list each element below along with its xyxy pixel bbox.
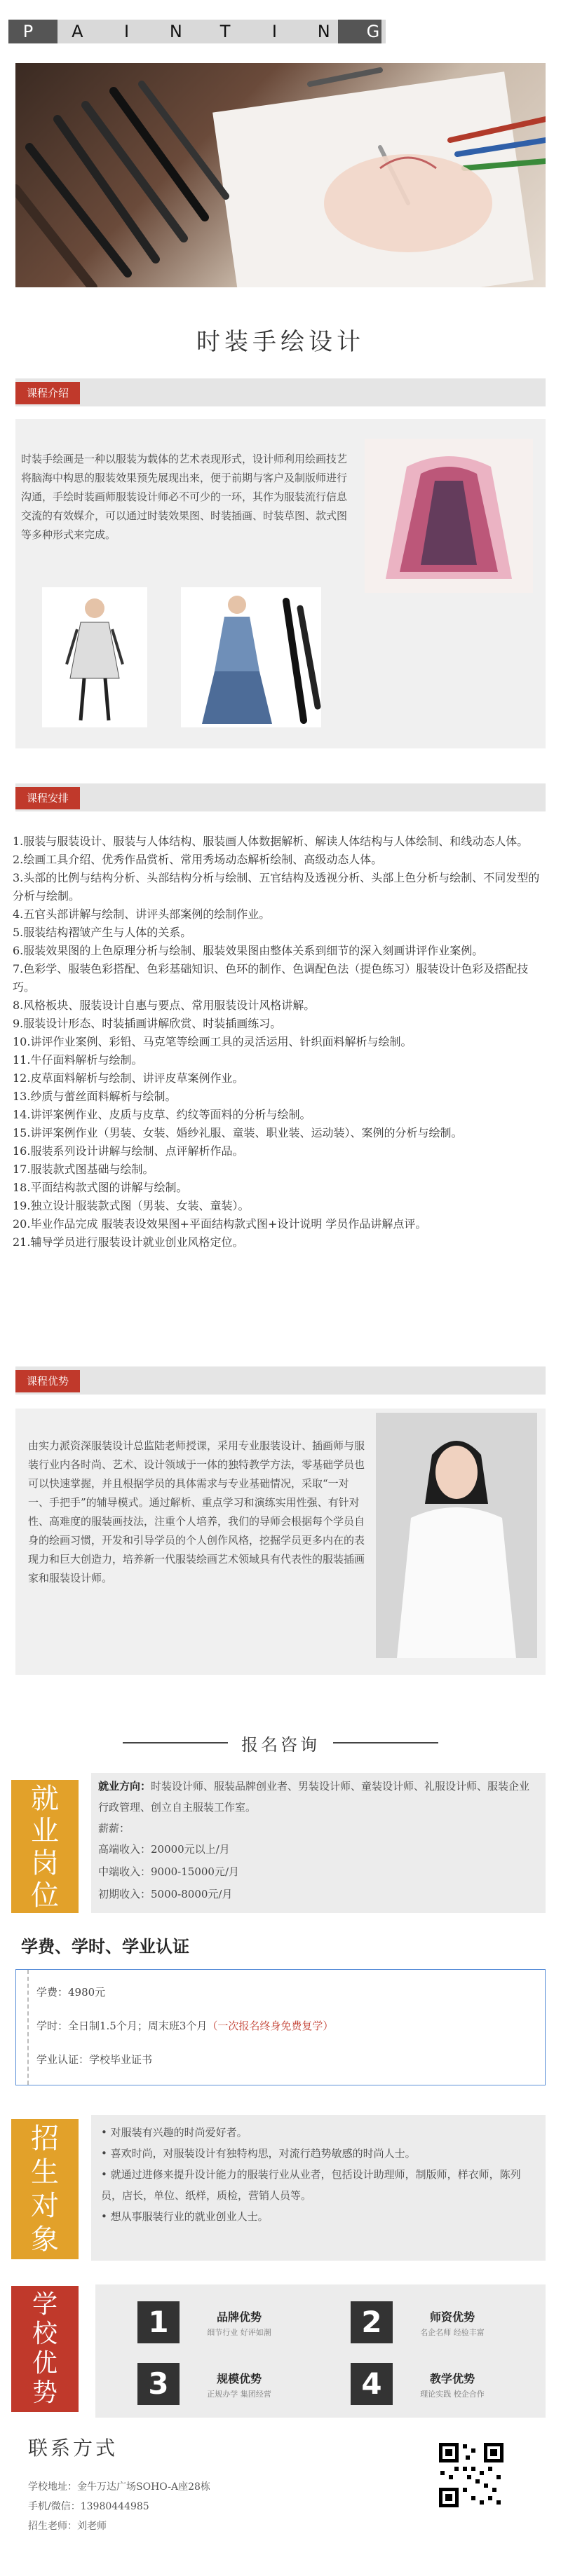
recruit-item-text: 就通过进修来提升设计能力的服装行业从业者，包括设计助理师，制版师，样衣师，陈列员，店长，单位、纸样，质检，营销人员等。 (101, 2168, 521, 2202)
card-sub: 细节行业 好评如潮 (207, 2328, 271, 2337)
fee-duration-main: 学时：全日制1.5个月；周末班3个月 (36, 2020, 208, 2032)
recruit-box (11, 2119, 79, 2259)
fee-duration (36, 2015, 333, 2036)
list-item: 9.服装设计形态、时装插画讲解欣赏、时装插画练习。 (13, 1017, 282, 1030)
contact-address: 学校地址：金牛万达广场SOHO-A座28栋 (28, 2481, 210, 2493)
teacher-photo (376, 1413, 537, 1658)
list-item: • 喜欢时尚，对服装设计有独特构思，对流行趋势敏感的时尚人士。 (101, 2147, 416, 2160)
advantage-card (137, 2349, 317, 2419)
hero-pencils-illustration (15, 63, 546, 287)
list-item: 5.服装结构褶皱产生与人体的关系。 (13, 926, 192, 939)
list-item: 8.风格板块、服装设计自惠与要点、常用服装设计风格讲解。 (13, 999, 316, 1012)
header-letter: T (219, 22, 231, 41)
card-sub: 名企名师 经验丰富 (420, 2328, 485, 2337)
advantage-band (15, 1366, 546, 1395)
consult-title: 报名咨询 (0, 1731, 561, 1755)
list-item: 20.毕业作品完成 服装表设效果图+平面结构款式图+设计说明 学员作品讲解点评。 (13, 1217, 427, 1231)
school-box (11, 2286, 79, 2412)
header-letter: N (169, 22, 182, 41)
salary-label: 薪薪： (98, 1822, 130, 1835)
contact-teacher: 招生老师：刘老师 (28, 2521, 107, 2532)
hero-image (15, 63, 546, 287)
list-item: • 就通过进修来提升设计能力的服装行业从业者，包括设计助理师，制版师，样衣师，陈列员，店长，单位、纸样，质检，营销人员等。 (101, 2168, 521, 2202)
recruit-list (101, 2122, 536, 2227)
advantage-card (351, 2349, 530, 2419)
arrange-tag: 课程安排 (15, 787, 80, 809)
recruit-item-text: 想从事服装行业的就业创业人士。 (110, 2210, 269, 2223)
list-item: 2.绘画工具介绍、优秀作品赏析、常用秀场动态解析绘制、高级动态人体。 (13, 853, 383, 866)
fee-duration-note: （一次报名终身免费复学） (207, 2020, 334, 2032)
advantage-card (137, 2287, 317, 2357)
card-label: 品牌优势 (216, 2310, 262, 2324)
sketch-figure-left (42, 587, 147, 727)
card-number: 4 (351, 2363, 393, 2405)
jobs-direction-label: 就业方向： (98, 1780, 151, 1793)
header-letters (15, 20, 386, 43)
list-item: 13.纱质与蕾丝面料解析与绘制。 (13, 1090, 177, 1103)
list-item: 21.辅导学员进行服装设计就业创业风格定位。 (13, 1235, 244, 1249)
contact-phone: 手机/微信：13980444985 (28, 2501, 149, 2512)
arrange-list (13, 833, 546, 1252)
school-box-label: 学校优势 (32, 2290, 58, 2407)
list-item: 19.独立设计服装款式图（男装、女装、童装）。 (13, 1199, 250, 1212)
list-item: 10.讲评作业案例、彩铅、马克笔等绘画工具的灵活运用、针织面料解析与绘制。 (13, 1035, 412, 1048)
header-letter: A (72, 22, 83, 41)
list-item: 17.服装款式图基础与绘制。 (13, 1163, 154, 1176)
header-letter: I (271, 22, 277, 41)
header-letter: G (366, 22, 380, 41)
list-item: 16.服装系列设计讲解与绘制、点评解析作品。 (13, 1144, 244, 1158)
recruit-item-text: 喜欢时尚，对服装设计有独特构思，对流行趋势敏感的时尚人士。 (110, 2147, 416, 2160)
advantage-tag: 课程优势 (15, 1370, 80, 1392)
recruit-item-text: 对服装有兴趣的时尚爱好者。 (110, 2126, 248, 2139)
list-item: • 对服装有兴趣的时尚爱好者。 (101, 2126, 248, 2139)
dress-illustration (365, 439, 533, 593)
fee-price: 学费：4980元 (36, 1986, 106, 1999)
card-label: 教学优势 (429, 2372, 475, 2385)
card-number: 1 (137, 2301, 180, 2343)
fee-title: 学费、学时、学业认证 (21, 1937, 189, 1957)
intro-tag: 课程介绍 (15, 382, 80, 404)
intro-text: 时装手绘画是一种以服装为载体的艺术表现形式，设计师利用绘画技艺将脑海中构思的服装效果预先展现出来，便于前期与客户及制版师进行沟通，手绘时装画师服装设计师必不可少的一环，其作为服装流行信息交流的有效媒介，可以通过时装效果图、时装插画、时装草图、款式图等多种形式来完成。 (21, 453, 348, 541)
sketch-figure-right (181, 587, 321, 727)
salary-low: 初期收入：5000-8000元/月 (98, 1888, 233, 1900)
card-number: 3 (137, 2363, 180, 2405)
jobs-box-label: 就业岗位 (31, 1783, 59, 1912)
recruit-box-label: 招生对象 (31, 2123, 59, 2256)
header-letter: N (317, 22, 330, 41)
list-item: 12.皮草面料解析与绘制、讲评皮草案例作业。 (13, 1071, 244, 1085)
header-letter: P (22, 22, 34, 41)
arrange-band (15, 783, 546, 811)
salary-mid: 中端收入：9000-15000元/月 (98, 1865, 240, 1878)
salary-high: 高端收入：20000元以上/月 (98, 1843, 230, 1856)
list-item: 6.服装效果图的上色原理分析与绘制、服装效果图由整体关系到细节的深入刻画讲评作业案例。 (13, 944, 484, 957)
card-sub: 理论实践 校企合作 (420, 2390, 485, 2399)
card-label: 规模优势 (216, 2372, 262, 2385)
list-item: 4.五官头部讲解与绘制、讲评头部案例的绘制作业。 (13, 907, 271, 921)
intro-band (15, 378, 546, 406)
list-item: 18.平面结构款式图的讲解与绘制。 (13, 1181, 188, 1194)
list-item: 11.牛仔面料解析与绘制。 (13, 1053, 143, 1067)
card-sub: 正规办学 集团经营 (207, 2390, 271, 2399)
fee-cert: 学业认证：学校毕业证书 (36, 2053, 153, 2066)
list-item: • 想从事服装行业的就业创业人士。 (101, 2210, 269, 2223)
list-item: 14.讲评案例作业、皮质与皮草、约纹等面料的分析与绘制。 (13, 1108, 311, 1121)
contact-title: 联系方式 (28, 2437, 119, 2460)
list-item: 15.讲评案例作业（男装、女装、婚纱礼服、童装、职业装、运动装）、案例的分析与绘制。 (13, 1126, 463, 1139)
advantage-card (351, 2287, 530, 2357)
jobs-box (11, 1780, 79, 1913)
list-item: 3.头部的比例与结构分析、头部结构分析与绘制、五官结构及透视分析、头部上色分析与绘制、不同发型的分析与绘制。 (13, 871, 540, 903)
list-item: 7.色彩学、服装色彩搭配、色彩基础知识、色环的制作、色调配色法（提色练习）服装设计色彩及搭配技巧。 (13, 962, 529, 994)
advantage-text: 由实力派资深服装设计总监陆老师授课，采用专业服装设计、插画师与服装行业内各时尚、艺术、设计领域于一体的独特教学方法，零基础学员也可以快速掌握，并且根据学员的具体需求与专业基础情况，采取“一对一、手把手”的辅导模式。通过解析、重点学习和演练实用性强、有针对性、高难度的服装画技法，注重个人培养，我们的导师会根据每个学员自身的绘画习惯，开发和引导学员的个人创作风格，挖掘学员更多内在的表现力和巨大创造力，培养新一代服装绘画艺术领域具有代表性的服装插画家和服装设计师。 (28, 1439, 365, 1584)
jobs-direction (98, 1776, 533, 1818)
card-label: 师资优势 (429, 2310, 475, 2324)
header-letter: I (124, 22, 130, 41)
list-item: 1.服装与服装设计、服装与人体结构、服装画人体数据解析、解读人体结构与人体绘制、和线动态人体。 (13, 835, 529, 848)
page-title: 时装手绘设计 (196, 328, 365, 356)
card-number: 2 (351, 2301, 393, 2343)
jobs-direction-text: 时装设计师、服装品牌创业者、男装设计师、童装设计师、礼服设计师、服装企业行政管理、创立自主服装工作室。 (98, 1780, 530, 1814)
qr-code (435, 2439, 508, 2512)
